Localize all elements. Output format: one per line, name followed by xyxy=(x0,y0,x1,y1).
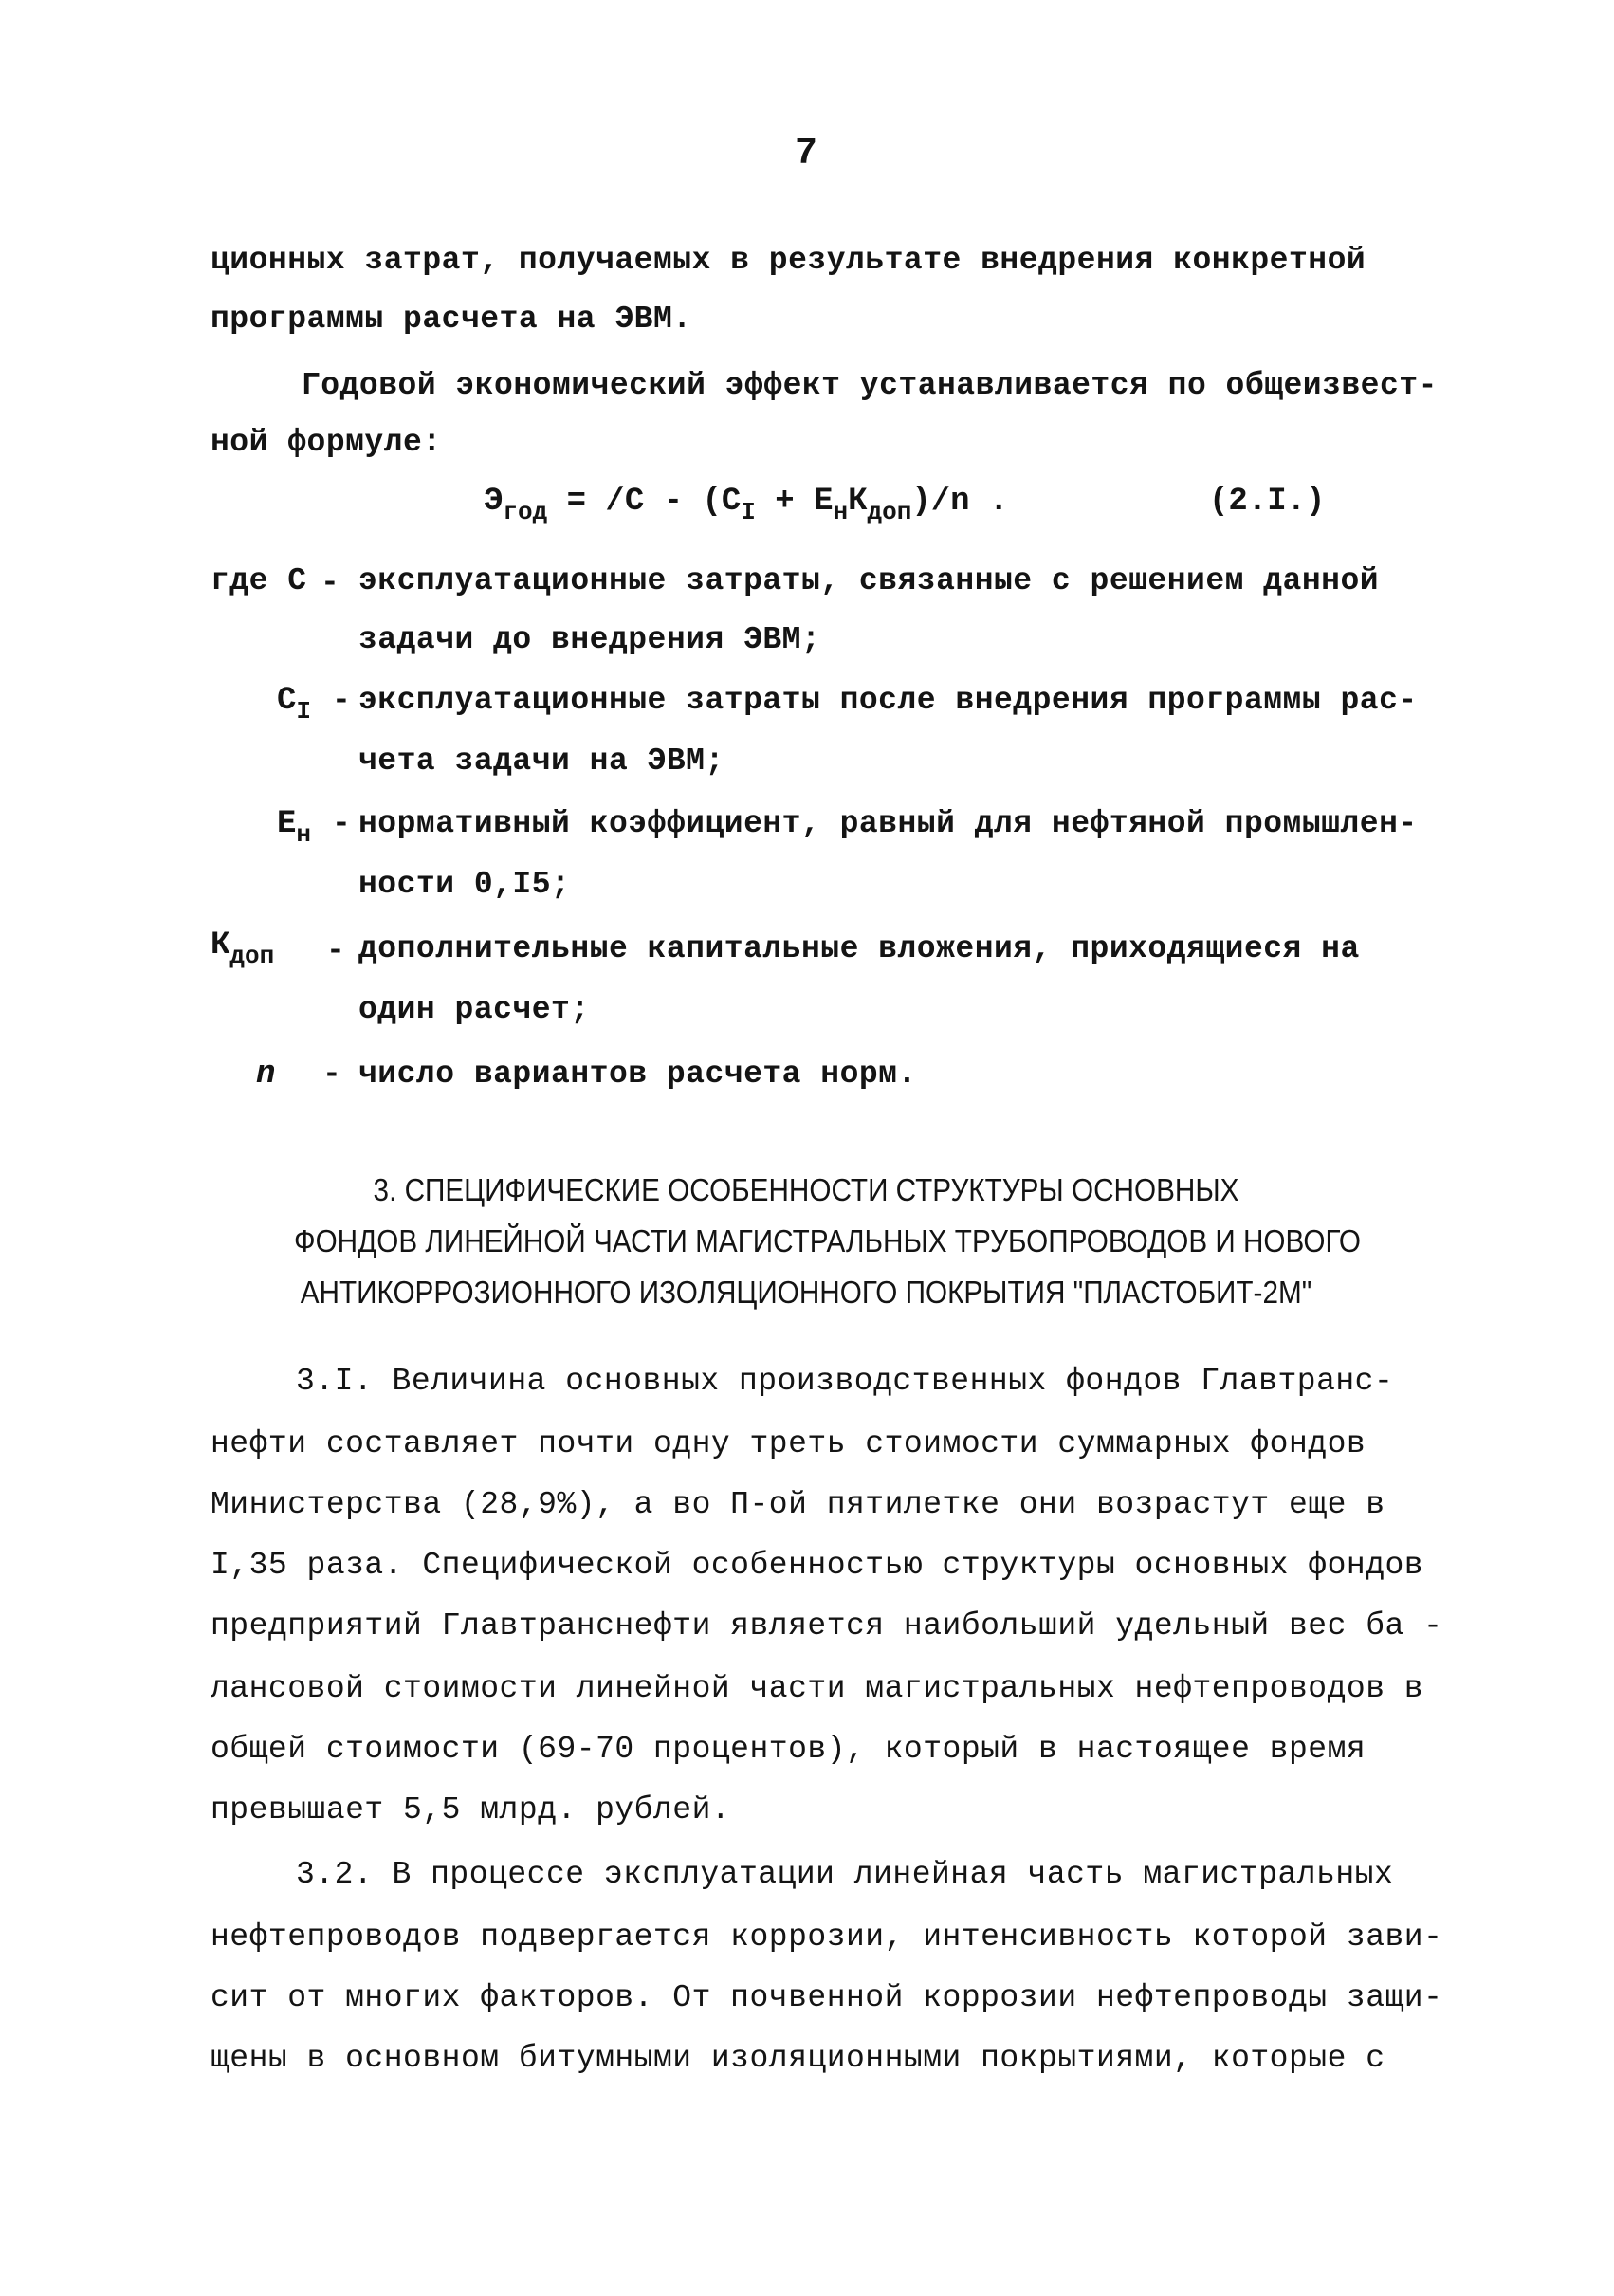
def-n-dash: - xyxy=(322,1056,341,1092)
intro-line-1: ционных затрат, получаемых в результате внедрения конкретной xyxy=(211,243,1366,278)
def-C1-line-1: эксплуатационные затраты после внедрения программы рас- xyxy=(358,683,1418,718)
def-n-symbol: n xyxy=(256,1056,276,1093)
formula-part2: + Е xyxy=(755,484,834,520)
def-K-line-2: один расчет; xyxy=(358,992,590,1027)
para-3-1-line-2: нефти составляет почти одну треть стоимости суммарных фондов xyxy=(211,1426,1366,1461)
def-En-dash: - xyxy=(332,806,351,841)
def-C-prefix: где С xyxy=(211,563,307,598)
formula-K-sub: доп xyxy=(867,498,912,526)
para-3-1-line-7: общей стоимости (69-70 процентов), который в настоящее время xyxy=(211,1732,1366,1767)
def-C-dash: - xyxy=(321,565,339,600)
para-3-1-line-5: предприятий Главтранснефти является наибольший удельный вес ба - xyxy=(211,1608,1443,1644)
equation-number: (2.I.) xyxy=(1209,484,1326,520)
def-K-dash: - xyxy=(326,933,345,968)
para-3-1-line-6: лансовой стоимости линейной части магистральных нефтепроводов в xyxy=(211,1671,1424,1706)
def-C1-dash: - xyxy=(332,683,351,718)
para-3-1-line-4: I,35 раза. Специфической особенностью структуры основных фондов xyxy=(211,1548,1424,1583)
section-heading-line-1: 3. СПЕЦИФИЧЕСКИЕ ОСОБЕННОСТИ СТРУКТУРЫ ОСНОВНЫХ xyxy=(373,1172,1239,1207)
intro-line-3: Годовой экономический эффект устанавливается по общеизвест- xyxy=(302,368,1438,403)
para-3-2-line-2: нефтепроводов подвергается коррозии, интенсивность которой зави- xyxy=(211,1919,1443,1955)
para-3-2-line-3: сит от многих факторов. От почвенной коррозии нефтепроводы защи- xyxy=(211,1980,1443,2015)
para-3-1-line-1: 3.I. Величина основных производственных фондов Главтранс- xyxy=(296,1364,1394,1399)
formula-part3: )/n . xyxy=(911,484,1009,520)
def-n-line-1: число вариантов расчета норм. xyxy=(358,1056,917,1092)
para-3-1-line-3: Министерства (28,9%), а во П-ой пятилетке они возрастут еще в xyxy=(211,1487,1385,1522)
def-En-line-1: нормативный коэффициент, равный для нефтяной промышлен- xyxy=(358,806,1418,841)
section-heading-line-2: ФОНДОВ ЛИНЕЙНОЙ ЧАСТИ МАГИСТРАЛЬНЫХ ТРУБОПРОВОДОВ И НОВОГО xyxy=(294,1223,1361,1258)
formula-E-sub: год xyxy=(503,498,548,526)
formula-E: Э xyxy=(484,484,504,520)
page-number: 7 xyxy=(794,133,817,175)
def-En-symbol: $Е_н$ xyxy=(277,806,312,849)
def-C1-symbol: $С_I$ xyxy=(277,683,312,726)
def-En-line-2: ности 0,I5; xyxy=(358,867,571,902)
def-C-line-2: задачи до внедрения ЭВМ; xyxy=(358,622,821,657)
def-K-line-1: дополнительные капитальные вложения, приходящиеся на xyxy=(358,931,1360,966)
para-3-2-line-1: 3.2. В процессе эксплуатации линейная часть магистральных xyxy=(296,1857,1394,1892)
intro-line-4: ной формуле: xyxy=(211,425,442,460)
formula-K: К xyxy=(848,484,868,520)
intro-line-2: программы расчета на ЭВМ. xyxy=(211,302,692,337)
def-C1-line-2: чета задачи на ЭВМ; xyxy=(358,744,724,779)
formula-part1: = /С - (С xyxy=(547,484,742,520)
def-C-line-1: эксплуатационные затраты, связанные с решением данной xyxy=(358,563,1380,598)
formula-C1-sub: I xyxy=(741,498,756,526)
formula-En-sub: н xyxy=(833,498,849,526)
formula xyxy=(484,484,1008,526)
def-K-symbol: $К_{доп}$ xyxy=(211,928,275,970)
para-3-2-line-4: щены в основном битумными изоляционными покрытиями, которые с xyxy=(211,2041,1385,2076)
para-3-1-line-8: превышает 5,5 млрд. рублей. xyxy=(211,1792,731,1828)
section-heading-line-3: АНТИКОРРОЗИОННОГО ИЗОЛЯЦИОННОГО ПОКРЫТИЯ "ПЛАСТОБИТ-2М" xyxy=(300,1275,1312,1310)
